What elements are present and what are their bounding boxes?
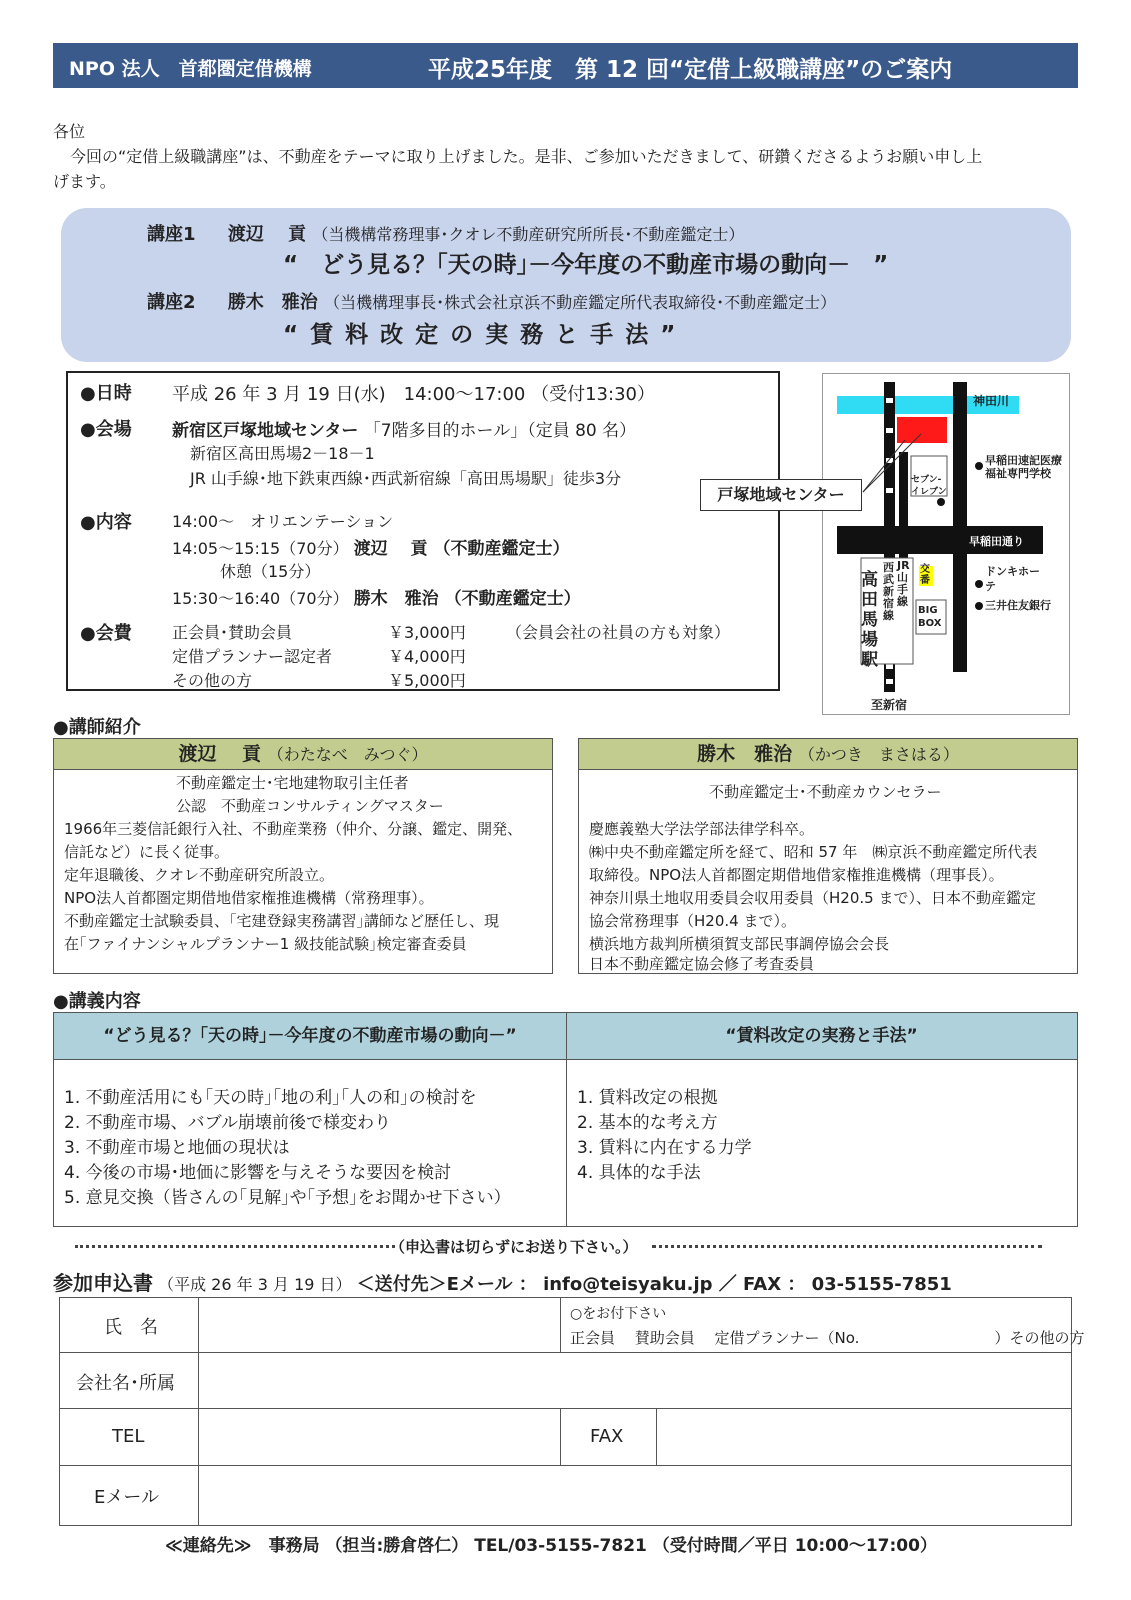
venue-name: 新宿区戸塚地域センター [172,421,359,441]
speaker-bio-line: 不動産鑑定士･不動産カウンセラー [709,783,942,801]
lecture-2-label: 講座2 [147,292,196,313]
map-seibu-label: 西武新宿線 [883,561,894,622]
contents-item: 4. 具体的な手法 [577,1163,701,1183]
email-label: Eメール [94,1487,160,1508]
map-police-label: 交番 [920,564,930,586]
date-value: 平成 26 年 3 月 19 日(水) 14:00～17:00 （受付13:30） [172,384,655,405]
speaker-name: 渡辺 貢 [178,743,262,765]
map-to-shinjuku: 至新宿 [871,698,908,712]
header-banner [53,43,1078,88]
program-time: 15:30～16:40（70分） [172,589,349,608]
lecture-1-label: 講座1 [147,224,196,245]
event-info-box [66,371,780,691]
program-time: 14:05～15:15（70分） [172,539,349,558]
fee-price: ￥3,000円 [388,623,466,642]
venue-hall: 「7階多目的ホール」（定員 80 名） [363,421,637,441]
contents-item: 3. 不動産市場と地価の現状は [64,1138,290,1158]
contents-item: 3. 賃料に内在する力学 [577,1138,752,1158]
speaker-bio-line: 取締役。NPO法人首都圏定期借地借家権推進機構（理事長）。 [589,866,1004,884]
donki-dot [975,580,983,588]
contents-item: 1. 賃料改定の根拠 [577,1088,718,1108]
contents-col-2-title: “賃料改定の実務と手法” [566,1013,1077,1060]
contents-item: 4. 今後の市場･地価に影響を与えそうな要因を検討 [64,1163,452,1183]
speaker-bio-line: 不動産鑑定士試験委員、｢宅建登録実務講習｣講師など歴任し、現 [64,912,500,930]
fee-price: ￥4,000円 [388,647,466,666]
speaker-bio-line: 不動産鑑定士･宅地建物取引主任者 [176,774,409,792]
speaker-name: 勝木 雅治 [697,743,793,765]
speaker-bio-line: ㈱中央不動産鑑定所を経て、昭和 57 年 ㈱京浜不動産鑑定所代表 [589,843,1038,861]
map-center-callout: 戸塚地域センター [700,479,862,511]
map-bank-label: 三井住友銀行 [985,599,1051,612]
lecture-1-title: “ どう見る？｢天の時｣－今年度の不動産市場の動向－ ” [283,252,889,278]
map-graphic [823,374,1069,714]
program-speaker: 勝木 雅治 （不動産鑑定士） [353,589,581,609]
application-title: 参加申込書 [53,1271,153,1295]
name-label: 氏 名 [104,1317,158,1338]
map-donki-label: ドンキホーテ [985,565,1040,593]
contact-info: ≪連絡先≫ 事務局 （担当:勝倉啓仁） TEL/03-5155-7821 （受付時間／平日 10:00～17:00） [165,1536,937,1556]
speaker-card-katsuki [578,738,1078,974]
cut-notice: （申込書は切らずにお送り下さい。） [390,1238,638,1256]
map-jr-label: JR山手線 [897,559,910,608]
application-date: （平成 26 年 3 月 19 日） [158,1275,352,1294]
speaker-bio-line: 神奈川県土地収用委員会収用委員（H20.5 まで）、日本不動産鑑定 [589,889,1036,907]
map-school-label: 早稲田速記医療福祉専門学校 [985,454,1062,480]
map-street-label: 早稲田通り [969,535,1024,548]
speaker-card-header [54,739,552,770]
fee-type: その他の方 [172,671,253,690]
lecture-2-role: （当機構理事長･株式会社京浜不動産鑑定所代表取締役･不動産鑑定士） [324,293,837,312]
name-field[interactable] [199,1299,559,1351]
map-river-label: 神田川 [973,394,1010,408]
lecture-1-speaker: 渡辺 貢 [227,224,307,245]
school-dot [975,462,983,470]
email-field[interactable] [199,1467,1069,1524]
center-building [897,417,947,443]
venue-line [172,416,636,441]
speaker-reading: （かつき まさはる） [798,745,959,764]
program-speaker: 渡辺 貢 （不動産鑑定士） [353,539,570,559]
cut-line-left [75,1245,395,1248]
access-map [822,373,1070,715]
fax-label: FAX [590,1426,624,1447]
fee-note: （会員会社の社員の方も対象） [506,623,731,642]
company-field[interactable] [199,1354,1069,1407]
contents-item: 5. 意見交換（皆さんの｢見解｣や｢予想｣をお聞かせ下さい） [64,1188,511,1208]
page-title: 平成25年度 第 12 回“定借上級職講座”のご案内 [428,57,953,83]
speaker-bio-line: NPO法人首都圏定期借地借家権推進機構（常務理事）。 [64,889,434,907]
tel-field[interactable] [199,1410,559,1464]
fee-type: 定借プランナー認定者 [172,647,333,666]
speaker-bio-line: 1966年三菱信託銀行入社、不動産業務（仲介、分譲、鑑定、開発、 [64,820,523,838]
speaker-bio-line: 信託など）に長く従事。 [64,843,230,861]
application-header [53,1267,952,1296]
fee-label: ●会費 [80,623,132,644]
map-station-label: 高田馬場駅 [861,570,878,670]
speaker-bio-line: 協会常務理事（H20.4 まで）。 [589,912,796,930]
speaker-card-header [579,739,1077,770]
speaker-reading: （わたなべ みつぐ） [267,745,428,764]
application-send-to: ＜送付先＞Eメール ： info@teisyaku.jp ／ FAX ： 03-5155-7851 [356,1274,952,1295]
venue-label: ●会場 [80,419,132,440]
contents-heading: ●講義内容 [53,991,141,1012]
contents-col-1-title: “どう見る？｢天の時｣－今年度の不動産市場の動向－” [54,1013,566,1060]
lecture-summary-box [61,208,1071,362]
cut-line-right [652,1245,1042,1248]
fax-field[interactable] [657,1410,1069,1464]
greeting-line-1: 今回の“定借上級職講座”は、不動産をテーマに取り上げました。是非、ご参加いただきまして、研鑽くださるようお願い申し上 [70,147,983,166]
contents-item: 2. 基本的な考え方 [577,1113,718,1133]
tel-label: TEL [112,1426,145,1447]
company-label: 会社名･所属 [76,1373,175,1394]
speaker-bio-line: 在｢ファイナンシャルプランナー1 級技能試験｣検定審査委員 [64,935,467,953]
program-item [172,584,581,609]
application-form [59,1297,1085,1526]
speaker-bio-line: 日本不動産鑑定協会修了考査委員 [589,955,815,973]
lecture-2-header [147,288,836,314]
speaker-bio-line: 横浜地方裁判所横須賀支部民事調停協会会長 [589,935,890,953]
speakers-heading: ●講師紹介 [53,717,141,738]
speaker-card-watanabe [53,738,553,974]
date-label: ●日時 [80,383,132,404]
salutation: 各位 [53,122,86,141]
map-seven-eleven-label: セブン-イレブン [911,475,947,497]
program-item: 休憩（15分） [172,562,321,581]
venue-access: JR 山手線･地下鉄東西線･西武新宿線「高田馬場駅」徒歩3分 [190,469,622,488]
fee-type: 正会員･賛助会員 [172,623,293,642]
lecture-1-header [147,220,744,246]
map-bigbox-label: BIG BOX [918,605,942,629]
greeting-line-2: げます。 [53,172,116,191]
program-item: 14:00～ オリエンテーション [172,512,394,531]
member-type-options[interactable]: 正会員 賛助会員 定借プランナー（No. ）その他の方 [570,1329,1085,1347]
speaker-bio-line: 慶應義塾大学法学部法律学科卒。 [589,820,815,838]
circle-note: ○をお付下さい [570,1306,667,1322]
content-label: ●内容 [80,512,132,533]
venue-address: 新宿区高田馬場2－18－1 [190,444,375,463]
lecture-2-title: “ 賃 料 改 定 の 実 務 と 手 法 ” [283,322,678,348]
bank-dot [975,602,983,610]
contents-item: 1. 不動産活用にも｢天の時｣｢地の利｣｢人の和｣の検討を [64,1088,477,1108]
speaker-bio-line: 公認 不動産コンサルティングマスター [176,797,444,815]
contents-item: 2. 不動産市場、バブル崩壊前後で様変わり [64,1113,391,1133]
program-item [172,534,570,559]
lecture-1-role: （当機構常務理事･クオレ不動産研究所所長･不動産鑑定士） [312,225,745,244]
fee-price: ￥5,000円 [388,671,466,690]
lecture-2-speaker: 勝木 雅治 [227,292,318,313]
lecture-contents-table [53,1012,1078,1227]
speaker-bio-line: 定年退職後、クオレ不動産研究所設立。 [64,866,335,884]
organization-name: NPO 法人 首都圏定借機構 [69,58,312,80]
seven-eleven-dot [937,498,945,506]
